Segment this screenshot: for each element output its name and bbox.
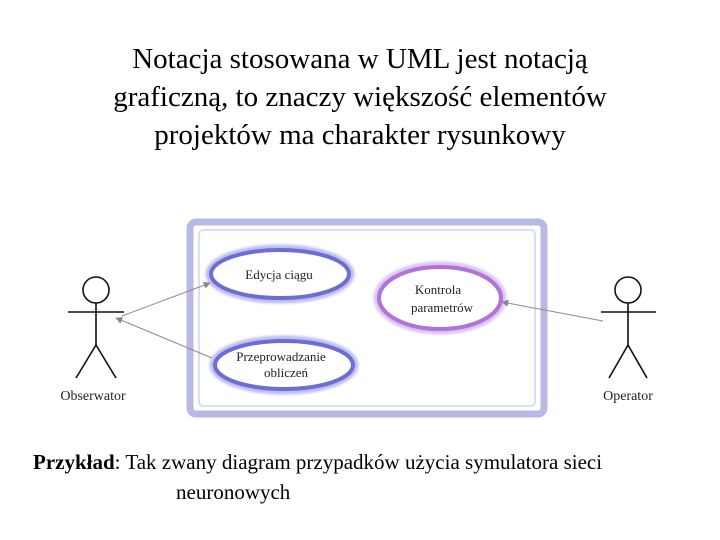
- caption-line-1: [33, 447, 713, 477]
- use-case-kontrola: [377, 265, 503, 331]
- use-case-edycja: [209, 248, 351, 300]
- use-case-edycja-label: Edycja ciągu: [245, 267, 313, 282]
- caption-bold: Przykład: [33, 450, 115, 474]
- title-line-3: projektów ma charakter rysunkowy: [154, 119, 566, 151]
- use-case-przeprowadzanie: [213, 339, 355, 391]
- use-case-kontrola-line1: Kontrola: [414, 282, 462, 297]
- use-case-przeprowadzanie-line2: obliczeń: [263, 365, 309, 380]
- title-line-1: Notacja stosowana w UML jest notacją: [132, 43, 588, 75]
- caption-line-2: neuronowych: [176, 480, 291, 504]
- actor-operator: [601, 277, 656, 378]
- actor-left-label: Obserwator: [60, 389, 126, 404]
- actor-right-label: Operator: [603, 389, 653, 404]
- title-line-2: graficzną, to znaczy większość elementów: [113, 81, 607, 113]
- caption-rest: : Tak zwany diagram przypadków użycia symulatora sieci: [114, 450, 603, 474]
- caption: [33, 447, 713, 507]
- use-case-kontrola-line2: parametrów: [410, 300, 474, 315]
- use-case-przeprowadzanie-line1: Przeprowadzanie: [236, 349, 326, 364]
- actor-obserwator: [68, 277, 124, 378]
